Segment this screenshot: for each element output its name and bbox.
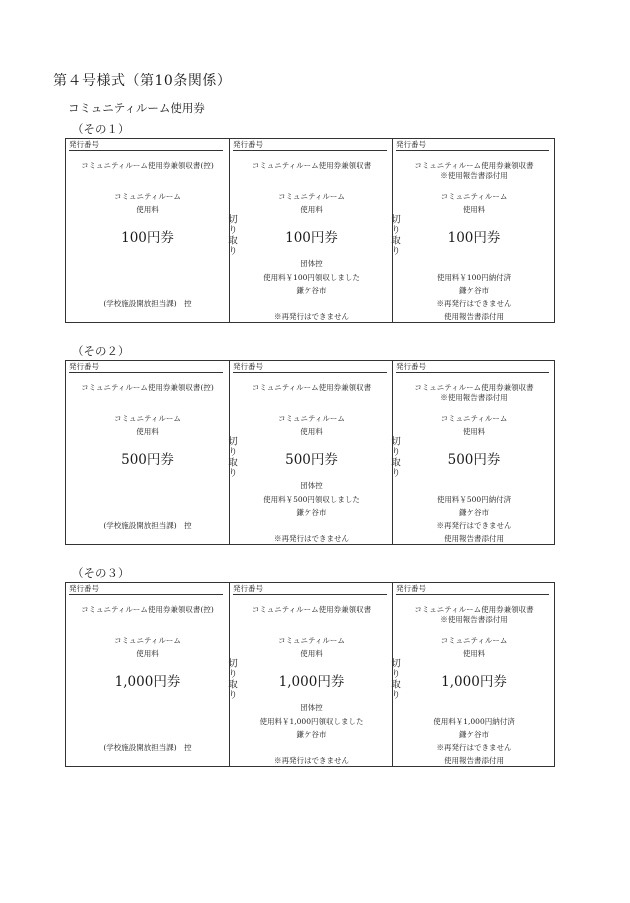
- room-label: コミュニティルーム: [278, 414, 345, 423]
- paid-text: 使用料￥500円納付済: [436, 495, 512, 504]
- ticket-heading: コミュニティルーム使用券兼領収書: [251, 605, 372, 614]
- attach-note: 使用報告書添付用: [444, 756, 504, 765]
- fee-label: 使用料: [300, 205, 323, 214]
- report-attachment-panel: [392, 361, 555, 544]
- stub-note: (学校施設開放担当課) 控: [103, 743, 192, 752]
- paid-text: 使用料￥1,000円納付済: [433, 717, 515, 726]
- ticket-price: 1,000円券: [114, 674, 181, 690]
- section-label: （その３）: [72, 566, 130, 580]
- ticket-heading: コミュニティルーム使用券兼領収書: [414, 605, 534, 614]
- city-name: 鎌ケ谷市: [296, 286, 327, 295]
- paid-text: 使用料￥100円納付済: [436, 273, 512, 282]
- room-label: コミュニティルーム: [440, 192, 508, 201]
- fee-label: 使用料: [136, 649, 159, 658]
- stub-note: (学校施設開放担当課) 控: [103, 299, 192, 308]
- issue-number-label: 発行番号: [69, 139, 223, 151]
- ticket-box: [65, 138, 555, 323]
- issue-number-label: 発行番号: [396, 361, 549, 373]
- attach-note: 使用報告書添付用: [444, 312, 504, 321]
- cut-mark: 切り取り: [226, 214, 237, 256]
- section-label: （その２）: [72, 344, 130, 358]
- no-reissue-note: ※再発行はできません: [436, 521, 512, 530]
- group-stub-label: 団体控: [300, 259, 323, 268]
- issue-number-label: 発行番号: [233, 139, 387, 151]
- room-label: コミュニティルーム: [114, 414, 181, 423]
- form-title: 第４号様式（第10条関係）: [53, 73, 232, 89]
- no-reissue-note: ※再発行はできません: [274, 312, 349, 321]
- room-label: コミュニティルーム: [278, 636, 345, 645]
- report-attachment-panel: [392, 583, 555, 766]
- room-label: コミュニティルーム: [440, 414, 508, 423]
- fee-label: 使用料: [462, 649, 486, 658]
- group-receipt-panel: [229, 139, 393, 322]
- report-attachment-panel: [392, 139, 555, 322]
- section-label: （その１）: [72, 122, 130, 136]
- issue-number-label: 発行番号: [233, 583, 387, 595]
- ticket-heading: コミュニティルーム使用券兼領収書: [414, 383, 534, 392]
- attach-note: 使用報告書添付用: [444, 534, 504, 543]
- report-note: ※使用報告書添付用: [440, 615, 508, 624]
- report-note: ※使用報告書添付用: [440, 171, 508, 180]
- issue-number-label: 発行番号: [396, 139, 549, 151]
- ticket-heading: コミュニティルーム使用券兼領収書: [251, 161, 372, 170]
- ticket-heading: コミュニティルーム使用券兼領収書(控): [81, 161, 214, 170]
- issue-number-label: 発行番号: [233, 361, 387, 373]
- received-text: 使用料￥100円領収しました: [263, 273, 360, 282]
- no-reissue-note: ※再発行はできません: [274, 756, 349, 765]
- ticket-box: [65, 360, 555, 545]
- issue-number-label: 発行番号: [69, 583, 223, 595]
- stub-panel: [66, 361, 229, 544]
- fee-label: 使用料: [462, 205, 486, 214]
- cut-mark: 切り取り: [389, 214, 400, 256]
- stub-panel: [66, 139, 229, 322]
- ticket-price: 100円券: [285, 230, 338, 246]
- no-reissue-note: ※再発行はできません: [436, 299, 512, 308]
- city-name: 鎌ケ谷市: [296, 730, 327, 739]
- received-text: 使用料￥1,000円領収しました: [259, 717, 364, 726]
- group-stub-label: 団体控: [300, 703, 323, 712]
- room-label: コミュニティルーム: [278, 192, 345, 201]
- no-reissue-note: ※再発行はできません: [274, 534, 349, 543]
- ticket-price: 100円券: [121, 230, 174, 246]
- report-note: ※使用報告書添付用: [440, 393, 508, 402]
- cut-mark: 切り取り: [226, 436, 237, 478]
- group-receipt-panel: [229, 361, 393, 544]
- issue-number-label: 発行番号: [396, 583, 549, 595]
- city-name: 鎌ケ谷市: [459, 286, 489, 295]
- room-label: コミュニティルーム: [440, 636, 508, 645]
- group-stub-label: 団体控: [300, 481, 323, 490]
- ticket-price: 1,000円券: [278, 674, 345, 690]
- ticket-price: 500円券: [121, 452, 174, 468]
- fee-label: 使用料: [462, 427, 486, 436]
- cut-mark: 切り取り: [226, 658, 237, 700]
- city-name: 鎌ケ谷市: [459, 508, 489, 517]
- ticket-price: 1,000円券: [441, 674, 507, 690]
- city-name: 鎌ケ谷市: [296, 508, 327, 517]
- ticket-price: 100円券: [447, 230, 501, 246]
- ticket-heading: コミュニティルーム使用券兼領収書(控): [81, 383, 214, 392]
- no-reissue-note: ※再発行はできません: [436, 743, 512, 752]
- ticket-heading: コミュニティルーム使用券兼領収書: [414, 161, 534, 170]
- city-name: 鎌ケ谷市: [459, 730, 489, 739]
- fee-label: 使用料: [136, 205, 159, 214]
- received-text: 使用料￥500円領収しました: [263, 495, 360, 504]
- fee-label: 使用料: [300, 649, 323, 658]
- ticket-name: コミュニティルーム使用券: [68, 101, 205, 115]
- room-label: コミュニティルーム: [114, 636, 181, 645]
- ticket-price: 500円券: [285, 452, 338, 468]
- ticket-heading: コミュニティルーム使用券兼領収書: [251, 383, 372, 392]
- stub-panel: [66, 583, 229, 766]
- group-receipt-panel: [229, 583, 393, 766]
- issue-number-label: 発行番号: [69, 361, 223, 373]
- ticket-box: [65, 582, 555, 767]
- ticket-price: 500円券: [447, 452, 501, 468]
- fee-label: 使用料: [136, 427, 159, 436]
- cut-mark: 切り取り: [389, 436, 400, 478]
- stub-note: (学校施設開放担当課) 控: [103, 521, 192, 530]
- fee-label: 使用料: [300, 427, 323, 436]
- room-label: コミュニティルーム: [114, 192, 181, 201]
- cut-mark: 切り取り: [389, 658, 400, 700]
- ticket-heading: コミュニティルーム使用券兼領収書(控): [81, 605, 214, 614]
